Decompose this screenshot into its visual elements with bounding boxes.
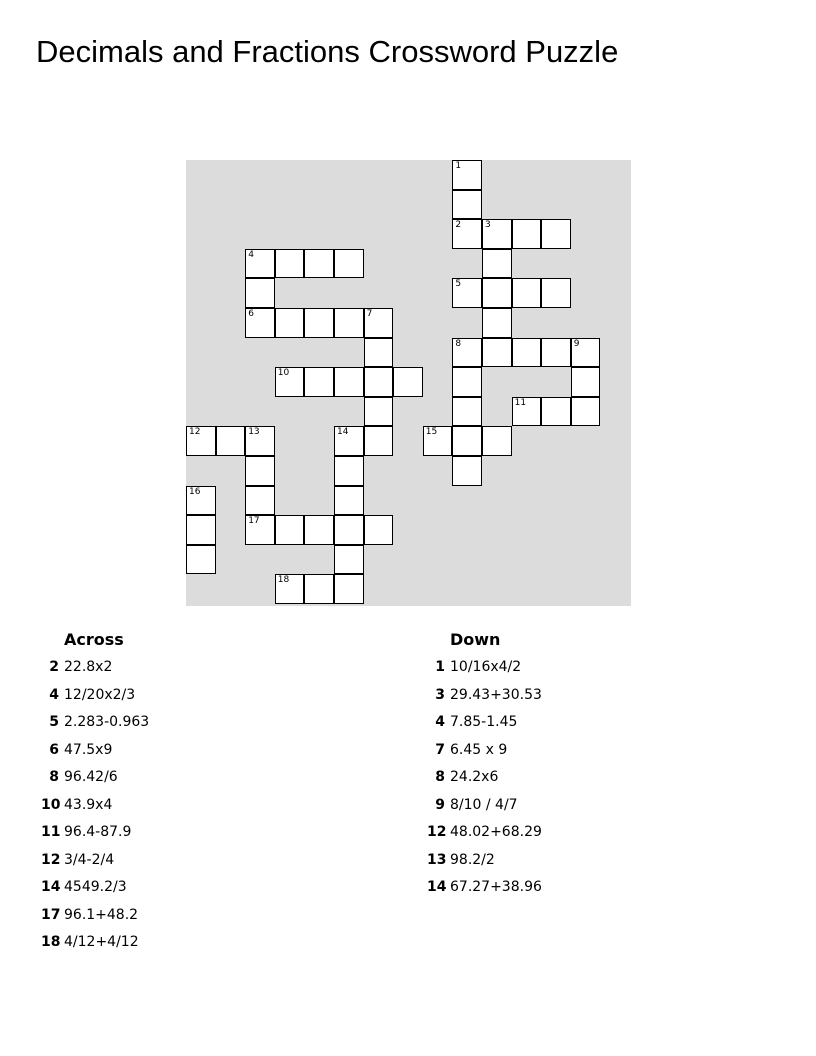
crossword-cell[interactable] [304,308,334,338]
clue-text: 4/12+4/12 [64,934,139,950]
crossword-cell[interactable] [304,367,334,397]
clue-number: 10 [41,796,61,813]
clue-number: 18 [41,934,61,950]
crossword-cell[interactable] [275,515,305,545]
crossword-cell[interactable] [334,367,364,397]
clue-number: 12 [189,427,201,438]
clue-number: 6 [248,309,254,319]
crossword-cell[interactable] [364,367,394,397]
crossword-cell[interactable] [571,367,601,397]
clue-text: 3/4-2/4 [64,851,115,868]
clue-text: 10/16x4/2 [450,659,522,675]
crossword-cell[interactable] [452,426,482,456]
clue-number: 5 [49,714,59,730]
clue-number: 18 [277,575,290,586]
crossword-cell[interactable] [216,426,246,456]
clue-number: 14 [427,879,447,895]
clue-number: 2 [455,220,462,231]
clue-number: 1 [455,161,462,171]
clue-text: 29.43+30.53 [450,686,542,703]
clue-text: 43.9x4 [64,796,113,813]
crossword-cell[interactable] [512,219,542,249]
down-clue [427,852,542,880]
crossword-cell[interactable] [186,515,216,545]
crossword-cell[interactable] [452,160,482,190]
crossword-cell[interactable] [512,397,542,427]
down-clue [427,714,542,742]
crossword-cell[interactable] [245,486,275,516]
crossword-cell[interactable] [245,515,275,545]
crossword-cell[interactable] [512,338,542,368]
clue-number: 7 [366,309,373,319]
down-clue [427,687,542,715]
crossword-cell[interactable] [452,338,482,368]
clue-number: 12 [427,824,447,840]
clue-number: 3 [485,220,491,231]
clue-text: 96.1+48.2 [64,906,139,923]
crossword-cell[interactable] [364,426,394,456]
crossword-cell[interactable] [452,397,482,427]
across-clue [41,852,149,880]
crossword-cell[interactable] [541,278,571,308]
across-clues [41,630,149,962]
clue-number: 5 [455,279,462,290]
crossword-cell[interactable] [452,190,482,220]
crossword-cell[interactable] [452,278,482,308]
down-clue [427,797,542,825]
crossword-cell[interactable] [245,278,275,308]
crossword-cell[interactable] [334,308,364,338]
clue-number: 2 [49,659,59,675]
crossword-cell[interactable] [482,308,512,338]
crossword-cell[interactable] [334,456,364,486]
clue-number: 11 [514,397,527,408]
clue-number: 13 [248,427,260,438]
across-clue [41,742,149,770]
clue-text: 67.27+38.96 [450,879,542,895]
crossword-cell[interactable] [482,278,512,308]
clue-number: 14 [337,427,349,438]
clue-number: 1 [435,659,445,675]
clue-number: 3 [435,686,445,703]
crossword-cell[interactable] [304,249,334,279]
clue-number: 8 [435,769,445,785]
crossword-cell[interactable] [334,486,364,516]
down-clue [427,879,542,907]
crossword-cell[interactable] [334,426,364,456]
clue-number: 9 [435,796,445,813]
crossword-cell[interactable] [186,545,216,575]
down-clue [427,824,542,852]
crossword-cell[interactable] [393,367,423,397]
clue-text: 4549.2/3 [64,879,127,895]
clue-text: 22.8x2 [64,659,113,675]
clue-number: 10 [277,368,290,379]
clue-number: 16 [189,486,201,497]
clue-number: 17 [41,906,61,923]
crossword-cell[interactable] [334,574,364,604]
crossword-cell[interactable] [482,219,512,249]
across-clue [41,934,149,962]
across-clue [41,659,149,687]
crossword-cell[interactable] [364,397,394,427]
across-clue [41,714,149,742]
crossword-cell[interactable] [541,338,571,368]
crossword-cell[interactable] [245,426,275,456]
across-clue [41,797,149,825]
clue-number: 4 [248,249,254,260]
crossword-cell[interactable] [275,367,305,397]
across-clue [41,769,149,797]
crossword-cell[interactable] [186,486,216,516]
crossword-cell[interactable] [541,219,571,249]
crossword-cell[interactable] [452,456,482,486]
clue-number: 11 [41,824,61,840]
crossword-cell[interactable] [512,278,542,308]
crossword-cell[interactable] [364,338,394,368]
down-heading: Down [450,630,501,649]
clue-text: 2.283-0.963 [64,714,150,730]
crossword-cell[interactable] [364,515,394,545]
clue-number: 17 [248,516,260,527]
clue-text: 6.45 x 9 [450,741,508,758]
crossword-cell[interactable] [245,308,275,338]
clue-number: 15 [425,427,438,438]
clue-text: 24.2x6 [450,769,499,785]
page-title: Decimals and Fractions Crossword Puzzle [36,34,619,69]
crossword-cell[interactable] [482,338,512,368]
clue-text: 7.85-1.45 [450,714,518,730]
clue-text: 96.4-87.9 [64,824,132,840]
across-clue [41,687,149,715]
crossword-cell[interactable] [275,308,305,338]
crossword-cell[interactable] [571,397,601,427]
crossword-cell[interactable] [334,515,364,545]
down-clue [427,742,542,770]
clue-number: 6 [49,741,59,758]
crossword-cell[interactable] [482,249,512,279]
down-clue [427,659,542,687]
clue-number: 4 [49,686,59,703]
clue-text: 12/20x2/3 [64,686,136,703]
crossword-cell[interactable] [245,456,275,486]
clue-number: 12 [41,851,61,868]
clue-text: 98.2/2 [450,851,495,868]
crossword-cell[interactable] [304,574,334,604]
crossword-cell[interactable] [541,397,571,427]
crossword-cell[interactable] [275,249,305,279]
crossword-cell[interactable] [482,426,512,456]
crossword-cell[interactable] [423,426,453,456]
clue-number: 14 [41,879,61,895]
crossword-cell[interactable] [571,338,601,368]
clue-number: 9 [573,338,580,349]
crossword-cell[interactable] [334,249,364,279]
crossword-cell[interactable] [452,367,482,397]
clue-number: 7 [435,741,445,758]
clue-number: 13 [427,851,447,868]
across-heading: Across [64,630,124,649]
clue-text: 8/10 / 4/7 [450,796,518,813]
crossword-cell[interactable] [186,426,216,456]
crossword-cell[interactable] [275,574,305,604]
down-clues [427,630,542,907]
across-clue [41,824,149,852]
across-clue [41,879,149,907]
clue-text: 48.02+68.29 [450,824,542,840]
down-clue [427,769,542,797]
crossword-cell[interactable] [334,545,364,575]
crossword-cell[interactable] [245,249,275,279]
clue-text: 47.5x9 [64,741,113,758]
crossword-cell[interactable] [304,515,334,545]
clue-text: 96.42/6 [64,769,118,785]
crossword-grid [186,160,631,606]
clue-number: 8 [49,769,59,785]
crossword-cell[interactable] [364,308,394,338]
clue-number: 8 [455,338,462,349]
across-clue [41,907,149,935]
crossword-cell[interactable] [452,219,482,249]
clue-number: 4 [435,714,445,730]
